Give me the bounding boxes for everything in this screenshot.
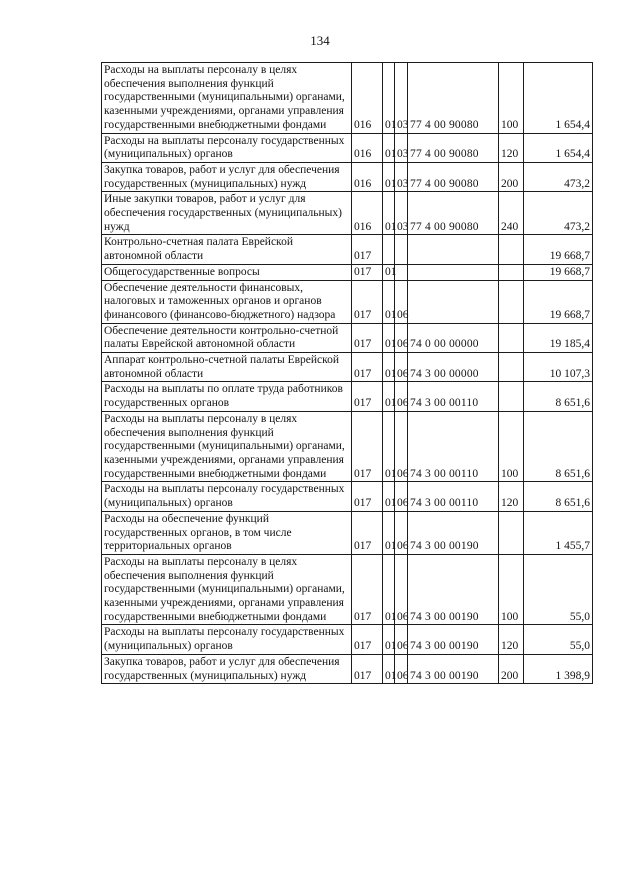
admin-code: 016: [352, 192, 383, 235]
expense-type-code: [499, 264, 524, 280]
section-code: 01: [383, 280, 395, 323]
section-code: 01: [383, 482, 395, 511]
target-article-code: 74 3 00 00190: [408, 654, 499, 683]
table-row: [102, 511, 593, 554]
admin-code: 017: [352, 235, 383, 264]
subsection-code: 06: [395, 323, 408, 352]
row-description: Обеспечение деятельности финансовых, налоговых и таможенных органов и органов финансового (финансово-бюджетного) надзора: [102, 280, 352, 323]
target-article-code: [408, 280, 499, 323]
subsection-code: 06: [395, 280, 408, 323]
amount: 55,0: [524, 554, 593, 625]
admin-code: 016: [352, 133, 383, 162]
section-code: [383, 235, 395, 264]
subsection-code: 03: [395, 162, 408, 191]
target-article-code: [408, 235, 499, 264]
section-code: 01: [383, 192, 395, 235]
amount: 19 668,7: [524, 280, 593, 323]
amount: 8 651,6: [524, 411, 593, 482]
section-code: 01: [383, 162, 395, 191]
target-article-code: 74 3 00 00190: [408, 625, 499, 654]
row-description: Расходы на выплаты персоналу государственных (муниципальных) органов: [102, 625, 352, 654]
row-description: Закупка товаров, работ и услуг для обеспечения государственных (муниципальных) нужд: [102, 162, 352, 191]
table-row: [102, 323, 593, 352]
amount: 19 185,4: [524, 323, 593, 352]
expense-type-code: 120: [499, 133, 524, 162]
subsection-code: 06: [395, 625, 408, 654]
target-article-code: 74 3 00 00190: [408, 554, 499, 625]
expense-type-code: [499, 511, 524, 554]
expense-type-code: 120: [499, 482, 524, 511]
amount: 1 398,9: [524, 654, 593, 683]
row-description: Обеспечение деятельности контрольно-счетной палаты Еврейской автономной области: [102, 323, 352, 352]
subsection-code: 06: [395, 554, 408, 625]
target-article-code: 74 3 00 00110: [408, 482, 499, 511]
section-code: 01: [383, 353, 395, 382]
amount: 1 455,7: [524, 511, 593, 554]
section-code: 01: [383, 382, 395, 411]
subsection-code: 06: [395, 382, 408, 411]
amount: 1 654,4: [524, 133, 593, 162]
admin-code: 017: [352, 625, 383, 654]
subsection-code: 06: [395, 353, 408, 382]
target-article-code: 77 4 00 90080: [408, 133, 499, 162]
amount: 1 654,4: [524, 63, 593, 134]
expense-type-code: 100: [499, 554, 524, 625]
section-code: 01: [383, 133, 395, 162]
table-row: [102, 264, 593, 280]
expense-type-code: [499, 323, 524, 352]
table-row: [102, 192, 593, 235]
section-code: 01: [383, 554, 395, 625]
table-row: [102, 280, 593, 323]
table-row: [102, 353, 593, 382]
amount: 55,0: [524, 625, 593, 654]
target-article-code: 77 4 00 90080: [408, 63, 499, 134]
amount: 10 107,3: [524, 353, 593, 382]
expense-type-code: [499, 382, 524, 411]
admin-code: 017: [352, 382, 383, 411]
section-code: 01: [383, 411, 395, 482]
subsection-code: 06: [395, 411, 408, 482]
table-row: [102, 162, 593, 191]
section-code: 01: [383, 654, 395, 683]
expense-type-code: [499, 280, 524, 323]
admin-code: 017: [352, 264, 383, 280]
table-row: [102, 63, 593, 134]
subsection-code: 06: [395, 482, 408, 511]
amount: 8 651,6: [524, 382, 593, 411]
target-article-code: 77 4 00 90080: [408, 162, 499, 191]
row-description: Закупка товаров, работ и услуг для обеспечения государственных (муниципальных) нужд: [102, 654, 352, 683]
expense-type-code: 100: [499, 63, 524, 134]
admin-code: 016: [352, 162, 383, 191]
row-description: Расходы на выплаты персоналу в целях обеспечения выполнения функций государственными (муниципальными) органами, казенными учреждениями, органами управления государственными внебюджетными фондами: [102, 411, 352, 482]
subsection-code: 03: [395, 63, 408, 134]
target-article-code: 74 0 00 00000: [408, 323, 499, 352]
section-code: 01: [383, 323, 395, 352]
expense-type-code: [499, 353, 524, 382]
table-row: [102, 482, 593, 511]
amount: 473,2: [524, 162, 593, 191]
page-number: 134: [310, 33, 330, 48]
amount: 8 651,6: [524, 482, 593, 511]
amount: 19 668,7: [524, 235, 593, 264]
admin-code: 017: [352, 323, 383, 352]
section-code: 01: [383, 63, 395, 134]
table-row: [102, 654, 593, 683]
section-code: 01: [383, 511, 395, 554]
expense-type-code: 240: [499, 192, 524, 235]
subsection-code: [395, 235, 408, 264]
row-description: Аппарат контрольно-счетной палаты Еврейской автономной области: [102, 353, 352, 382]
table-row: [102, 133, 593, 162]
section-code: 01: [383, 625, 395, 654]
expense-type-code: 120: [499, 625, 524, 654]
table-row: [102, 382, 593, 411]
row-description: Расходы на выплаты персоналу в целях обеспечения выполнения функций государственными (муниципальными) органами, казенными учреждениями, органами управления государственными внебюджетными фондами: [102, 63, 352, 134]
row-description: Расходы на выплаты персоналу государственных (муниципальных) органов: [102, 482, 352, 511]
expense-type-code: 200: [499, 654, 524, 683]
subsection-code: 06: [395, 511, 408, 554]
expense-type-code: [499, 235, 524, 264]
row-description: Иные закупки товаров, работ и услуг для обеспечения государственных (муниципальных) нужд: [102, 192, 352, 235]
row-description: Расходы на выплаты персоналу в целях обеспечения выполнения функций государственными (муниципальными) органами, казенными учреждениями, органами управления государственными внебюджетными фондами: [102, 554, 352, 625]
target-article-code: 74 3 00 00110: [408, 382, 499, 411]
admin-code: 017: [352, 654, 383, 683]
table-row: [102, 411, 593, 482]
admin-code: 017: [352, 554, 383, 625]
admin-code: 017: [352, 280, 383, 323]
expense-type-code: 200: [499, 162, 524, 191]
subsection-code: 03: [395, 192, 408, 235]
row-description: Расходы на выплаты по оплате труда работников государственных органов: [102, 382, 352, 411]
admin-code: 017: [352, 353, 383, 382]
target-article-code: 77 4 00 90080: [408, 192, 499, 235]
section-code: 01: [383, 264, 395, 280]
amount: 473,2: [524, 192, 593, 235]
admin-code: 017: [352, 411, 383, 482]
amount: 19 668,7: [524, 264, 593, 280]
admin-code: 017: [352, 482, 383, 511]
row-description: Расходы на обеспечение функций государственных органов, в том числе территориальных органов: [102, 511, 352, 554]
budget-table-body: [102, 63, 593, 684]
admin-code: 016: [352, 63, 383, 134]
target-article-code: 74 3 00 00190: [408, 511, 499, 554]
table-row: [102, 625, 593, 654]
subsection-code: 03: [395, 133, 408, 162]
target-article-code: 74 3 00 00110: [408, 411, 499, 482]
expense-type-code: 100: [499, 411, 524, 482]
table-row: [102, 235, 593, 264]
target-article-code: 74 3 00 00000: [408, 353, 499, 382]
target-article-code: [408, 264, 499, 280]
row-description: Контрольно-счетная палата Еврейской автономной области: [102, 235, 352, 264]
admin-code: 017: [352, 511, 383, 554]
row-description: Расходы на выплаты персоналу государственных (муниципальных) органов: [102, 133, 352, 162]
table-row: [102, 554, 593, 625]
budget-table: [101, 62, 593, 684]
subsection-code: 06: [395, 654, 408, 683]
row-description: Общегосударственные вопросы: [102, 264, 352, 280]
